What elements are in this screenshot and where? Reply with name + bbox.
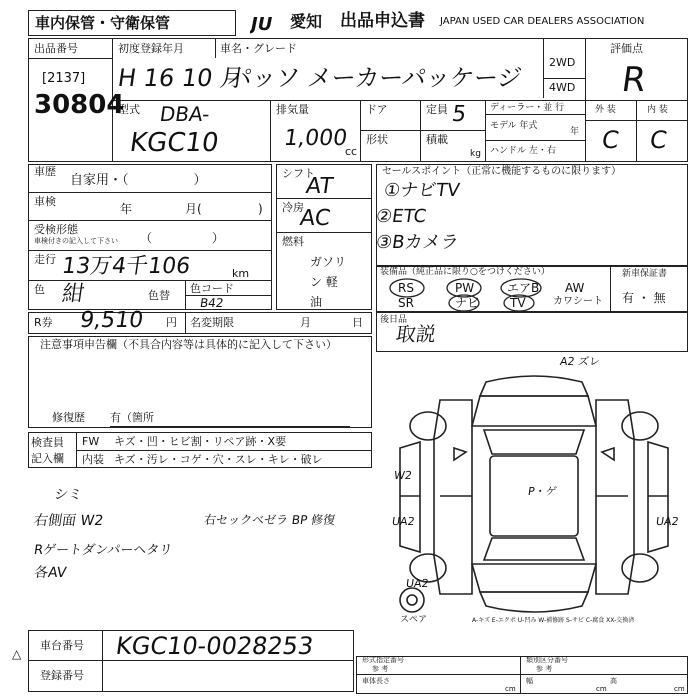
chassis-value: KGC10-0028253 [114, 632, 316, 660]
form-title: 出品申込書 [340, 11, 425, 31]
r-ken-unit: 円 [166, 316, 177, 329]
sales-point-2: ②ETC [374, 206, 428, 227]
mark-ua2-bottom: UA2 [405, 577, 430, 590]
color-value: 紺 [60, 282, 86, 307]
ext-value: C [600, 126, 621, 154]
rating-value: R [619, 60, 649, 100]
spec-ruibetsu: 類別区分番号 [526, 656, 568, 664]
color-code-label: 色コード [190, 282, 234, 295]
load-unit: kg [470, 149, 481, 159]
r-ken-value: 9,510 [78, 308, 145, 333]
mileage-unit: km [232, 267, 250, 280]
damage-legend: A-キズ E-エクボ U-凹み W-補修跡 S-サビ C-腐食 XX-交換済 [472, 617, 635, 624]
drive-4wd: 4WD [549, 81, 576, 94]
inspector-label-2: 記入欄 [31, 452, 64, 465]
note-stain: シミ [52, 487, 84, 503]
equip-tv: TV [510, 296, 526, 310]
handle-label: ハンドル 左・右 [490, 146, 556, 156]
displacement-unit: cc [345, 145, 358, 158]
lot-number: 30804 [34, 90, 125, 120]
inspection-close: ) [258, 202, 263, 216]
equip-kawa: カワシート [553, 296, 603, 307]
model-label: 型式 [118, 103, 140, 116]
car-name-value: パッソ メーカーパッケージ [226, 64, 524, 92]
displacement-value: 1,000 [282, 126, 349, 151]
note-right-side: 右側面 W2 [32, 513, 105, 529]
year-unit: 年 [570, 127, 580, 137]
color-label: 色 [34, 283, 45, 296]
inspector-fw: FW [82, 435, 100, 448]
spec-keishiki: 形式指定番号 [362, 656, 404, 664]
equip-airbag: エアB [507, 281, 540, 295]
color-change-label: 色替 [148, 289, 170, 302]
registration-label: 登録番号 [40, 669, 84, 682]
spec-sankou-1: 参 考 [372, 665, 389, 673]
aftermarket-value: 取説 [394, 322, 438, 346]
equip-navi: ナビ [455, 296, 480, 310]
storage-label: 車内保管・守衛保管 [35, 14, 171, 32]
spec-height: 高 [610, 677, 617, 685]
ju-logo-text: JU [251, 14, 273, 34]
mark-ua2-right: UA2 [655, 515, 680, 528]
ext-label: 外 装 [595, 105, 616, 115]
equip-aw: AW [565, 281, 585, 295]
sales-point-1: ①ナビTV [382, 180, 461, 201]
equipment-label: 装備品（純正品に限り○をつけください） [380, 267, 550, 277]
aircon-label: 冷房 [282, 201, 304, 214]
model-year-label: モデル 年式 [490, 121, 538, 131]
aftermarket-label: 後日品 [380, 315, 408, 325]
chassis-label: 車台番号 [40, 639, 84, 652]
spec-chassis-length: 車体長さ [362, 677, 390, 685]
shift-label: シフト [282, 167, 315, 180]
fuel-label: 燃料 [282, 235, 304, 248]
note-rgate: Rゲートダンパーヘタリ [32, 543, 174, 558]
shape-label: 形状 [366, 133, 388, 146]
sales-point-3: ③Bカメラ [374, 232, 461, 253]
notes-label: 注意事項申告欄（不具合内容等は具体的に記入して下さい） [40, 338, 337, 351]
name-change-month: 月 [300, 316, 311, 329]
mark-pg: P・ゲ [527, 485, 558, 498]
inspection-month: 月( [185, 202, 202, 216]
inspector-interior: 内装 [82, 453, 104, 466]
capacity-value: 5 [450, 102, 468, 127]
mark-ua2-left: UA2 [391, 515, 416, 528]
receipt-paren: （ ） [140, 231, 225, 245]
ju-logo [250, 12, 286, 34]
rating-label: 評価点 [610, 42, 643, 55]
drive-2wd: 2WD [549, 56, 576, 69]
spec-box [356, 656, 688, 694]
name-change-day: 日 [352, 316, 363, 329]
dealer-label: ディーラー・並 行 [490, 103, 565, 113]
equipment-circles [376, 266, 610, 312]
spec-sankou-2: 参 考 [536, 665, 553, 673]
mark-w2: W2 [393, 469, 413, 482]
int-value: C [648, 126, 669, 154]
repair-label: 修復歴 [52, 411, 85, 424]
association-name: JAPAN USED CAR DEALERS ASSOCIATION [440, 16, 645, 27]
model-value-2: KGC10 [127, 128, 221, 158]
load-label: 積載 [426, 133, 448, 146]
lot-label: 出品番号 [34, 42, 78, 55]
repair-value: 有（箇所 [110, 411, 154, 424]
history-label: 車歴 [34, 165, 56, 178]
mileage-value: 13万4千106 [60, 254, 192, 279]
note-each-av: 各AV [32, 565, 68, 581]
mileage-label: 走行 [34, 253, 56, 266]
equip-rs: RS [398, 281, 414, 295]
mark-a2-shift: A2 ズレ [559, 355, 601, 368]
inspector-label-1: 検査員 [31, 436, 64, 449]
fuel-value: ガソリン 軽 油 [310, 255, 347, 309]
inspector-interior-items: キズ・汚レ・コゲ・穴・スレ・キレ・破レ [114, 453, 323, 466]
spare-label: スペア [400, 615, 428, 625]
receipt-label: 受検形態 [34, 223, 78, 236]
spec-cm-3: cm [674, 685, 685, 693]
warranty-label: 新車保証書 [622, 269, 668, 279]
displacement-label: 排気量 [276, 103, 309, 116]
capacity-label: 定員 [426, 103, 448, 116]
warranty-options: 有 ・ 無 [622, 291, 666, 305]
history-value: 自家用・（ ） [70, 173, 207, 188]
shift-value: AT [304, 174, 335, 199]
aircon-value: AC [298, 206, 332, 231]
r-ken-label: R券 [34, 316, 53, 329]
inspection-year: 年 [120, 202, 133, 216]
org-name: 愛知 [290, 12, 323, 31]
equip-pw: PW [455, 281, 475, 295]
lot-code: [2137] [42, 71, 86, 86]
inspector-fw-items: キズ・凹・ヒビ割・リペア跡・X要 [114, 435, 287, 448]
storage-box [28, 10, 236, 36]
reg-date-label: 初度登録年月 [118, 42, 184, 55]
reg-date-value: H 16 10 月 [116, 64, 246, 92]
int-label: 内 装 [647, 105, 668, 115]
sales-points-label: セールスポイント（正常に機能するものに限ります） [382, 166, 622, 177]
name-change-label: 名変期限 [190, 316, 234, 329]
car-name-label: 車名・グレード [220, 42, 297, 55]
spec-width: 幅 [526, 677, 533, 685]
receipt-note: 車検付きの記入して下さい [34, 237, 118, 245]
spec-cm-2: cm [596, 685, 607, 693]
side-mark: △ [12, 647, 22, 661]
note-bezel: 右セックベゼラ BP 修復 [203, 513, 337, 527]
color-code-value: B42 [199, 296, 225, 310]
model-value-1: DBA- [158, 102, 212, 126]
equip-sr: SR [398, 296, 414, 310]
spec-cm-1: cm [505, 685, 516, 693]
doors-label: ドア [366, 103, 388, 116]
inspection-label: 車検 [34, 195, 56, 208]
